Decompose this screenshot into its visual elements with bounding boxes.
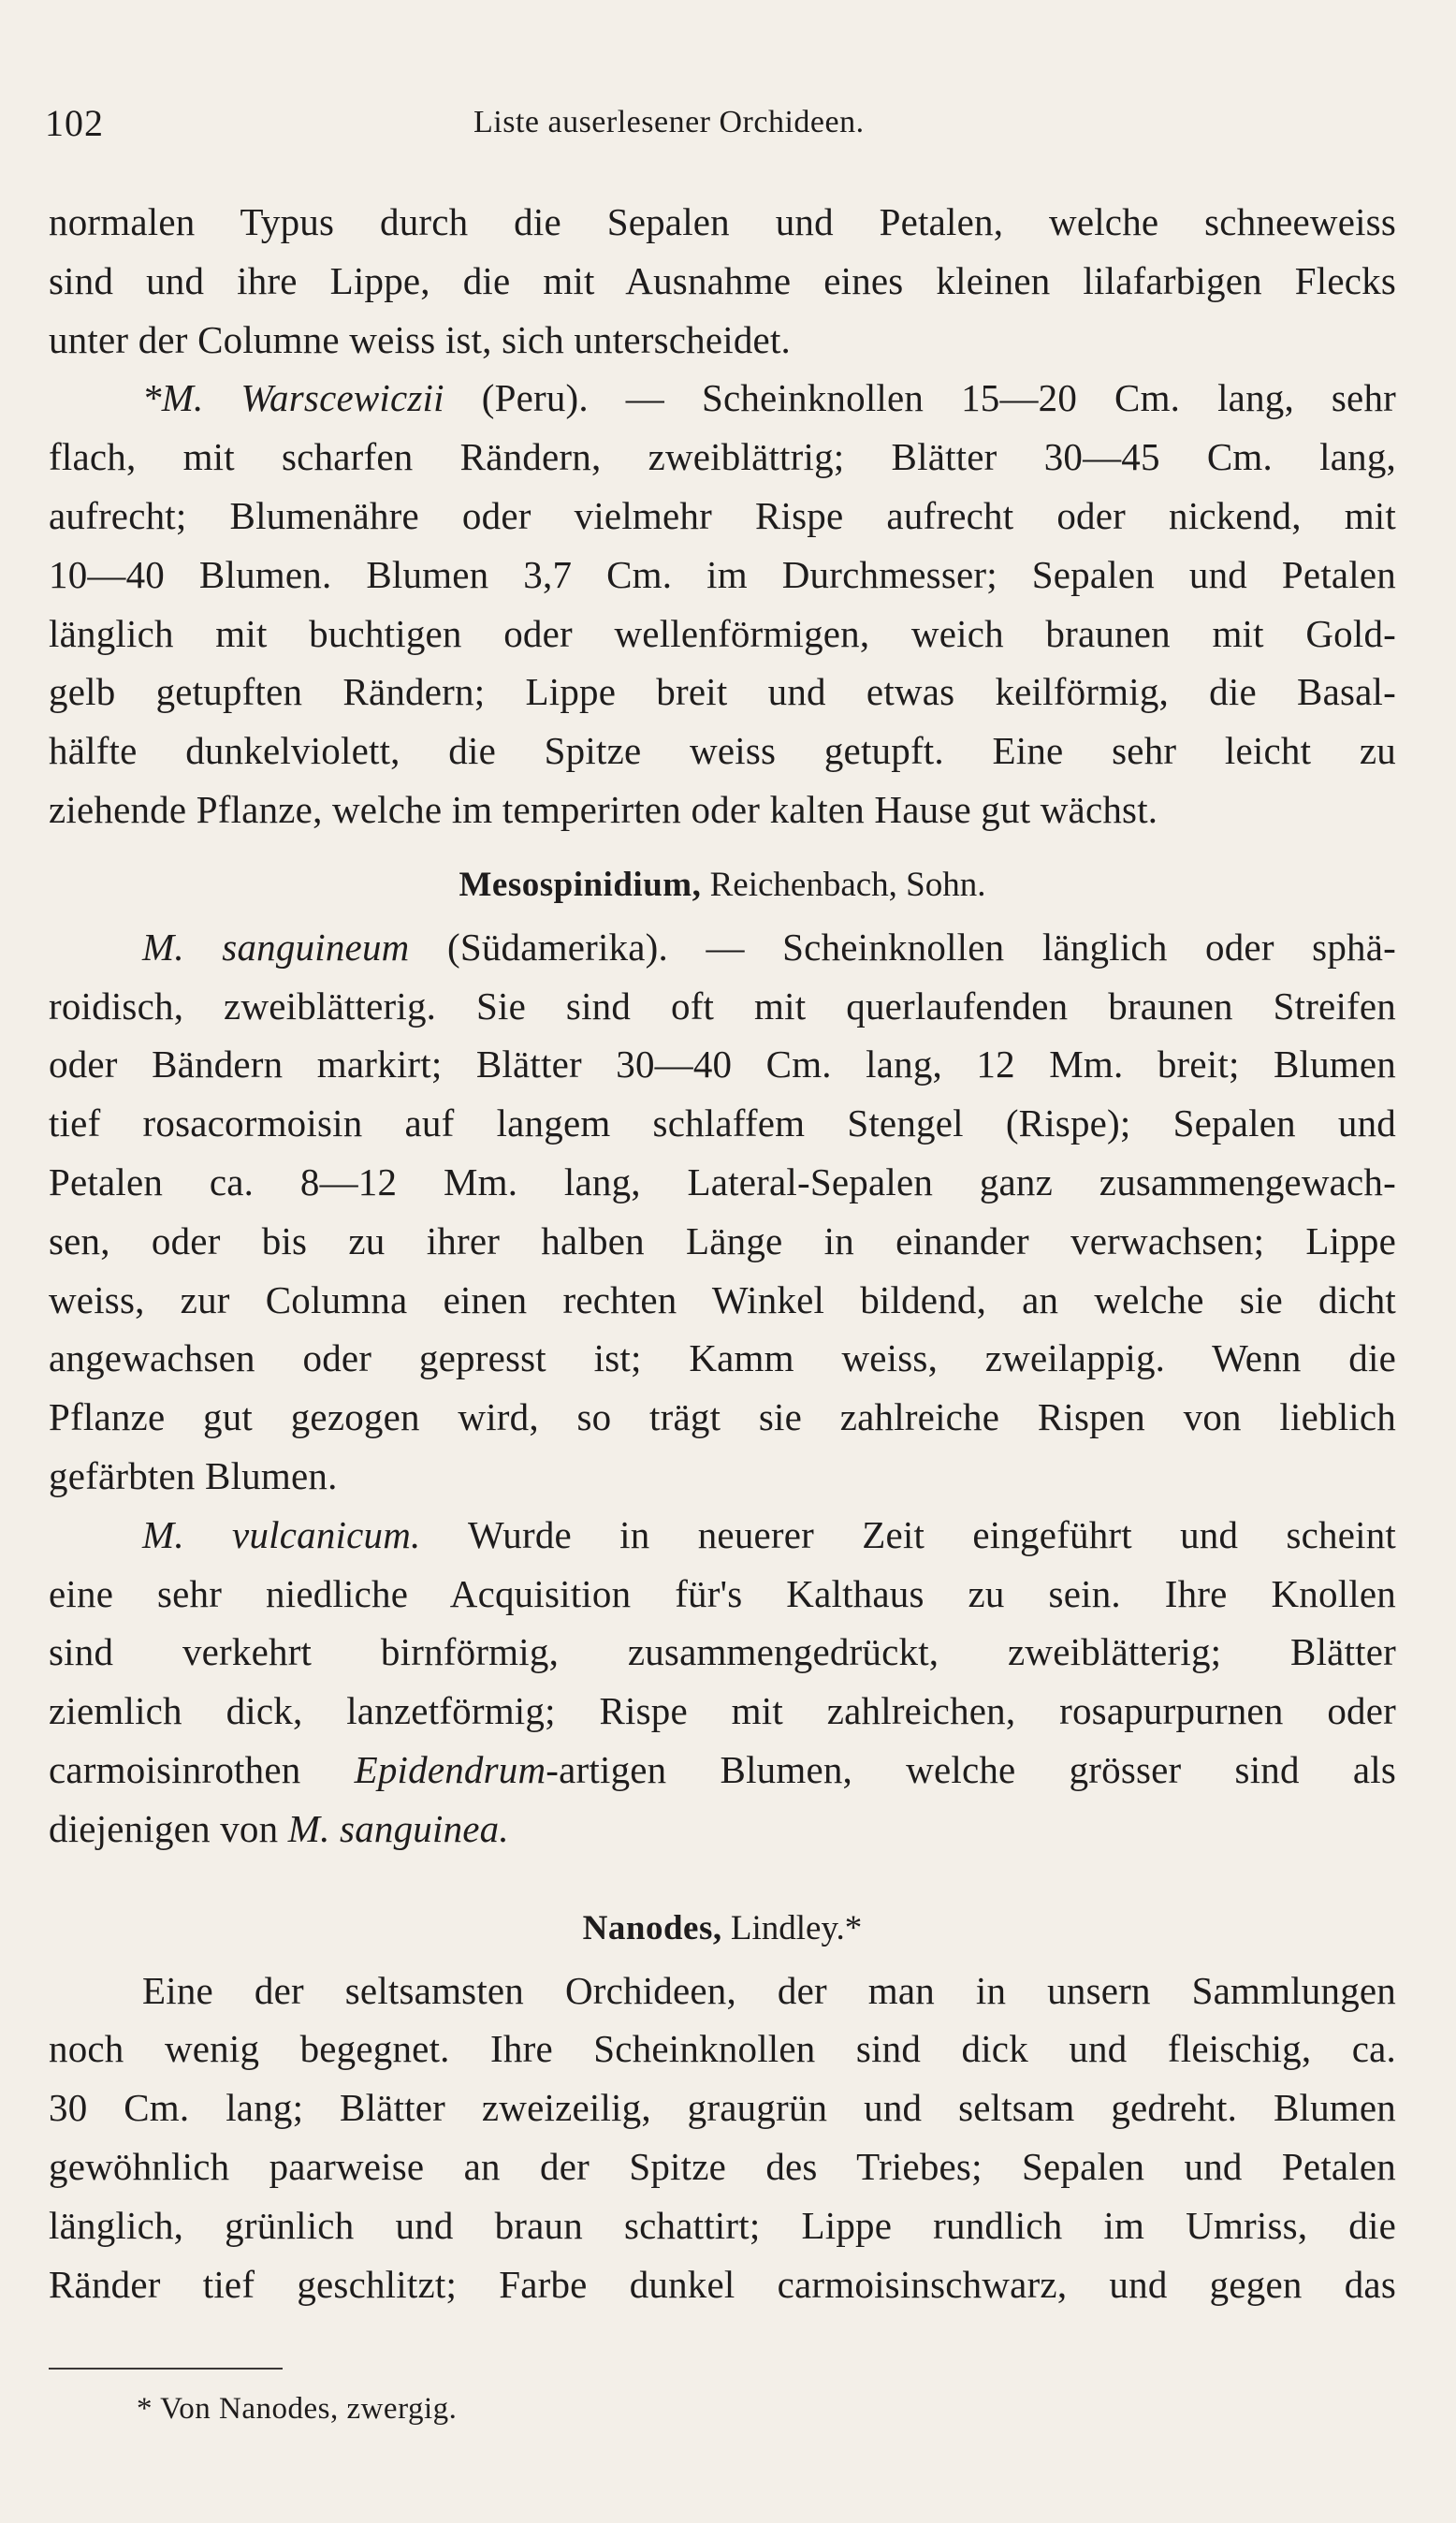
text-line: 30 Cm. lang; Blätter zweizeilig, graugrün und seltsam gedreht. Blumen (49, 2086, 1396, 2130)
genus-author: Reichenbach, Sohn. (701, 865, 986, 904)
genus-heading (49, 1896, 1396, 1962)
text-line: gelb getupften Rändern; Lippe breit und etwas keilförmig, die Basal- (49, 670, 1396, 714)
text-line: gewöhnlich paarweise an der Spitze des Triebes; Sepalen und Petalen (49, 2144, 1396, 2188)
text-line: ziehende Pflanze, welche im temperirten oder kalten Hause gut wächst. (49, 787, 1158, 831)
footnote: * Von Nanodes, zwergig. (137, 2392, 458, 2426)
text-line: sind und ihre Lippe, die mit Ausnahme eines kleinen lilafarbigen Flecks (49, 258, 1396, 302)
species-name: *M. Warscewiczii (142, 376, 444, 420)
species-entry-first-line (49, 369, 1396, 428)
text-line: Ränder tief geschlitzt; Farbe dunkel carmoisinschwarz, und gegen das (49, 2262, 1396, 2306)
footnote-rule (49, 2368, 283, 2370)
text-run: diejenigen von (49, 1806, 288, 1850)
text-line: tief rosacormoisin auf langem schlaffem Stengel (Rispe); Sepalen und (49, 1101, 1396, 1145)
text-line: sind verkehrt birnförmig, zusammengedrückt, zweiblätterig; Blätter (49, 1630, 1396, 1674)
text-line: ziemlich dick, lanzetförmig; Rispe mit zahlreichen, rosapurpurnen oder (49, 1689, 1396, 1733)
page-number: 102 (45, 102, 104, 144)
text-line: Petalen ca. 8—12 Mm. lang, Lateral-Sepalen ganz zusammengewach- (49, 1159, 1396, 1203)
text-line: eine sehr niedliche Acquisition für's Kalthaus zu sein. Ihre Knollen (49, 1571, 1396, 1615)
text-line: unter der Columne weiss ist, sich unterscheidet. (49, 317, 791, 361)
text-line: Eine der seltsamsten Orchideen, der man in unsern Sammlungen (142, 1968, 1396, 2012)
text-line: länglich, grünlich und braun schattirt; Lippe rundlich im Umriss, die (49, 2203, 1396, 2247)
species-name: M. sanguineum (142, 925, 410, 969)
species-entry-first-line (49, 918, 1396, 977)
text-run: Wurde in neuerer Zeit eingeführt und scheint (420, 1512, 1396, 1556)
genus-heading (49, 853, 1396, 918)
spacer (49, 839, 1396, 853)
genus-name: Mesospinidium, (459, 865, 702, 904)
text-line: länglich mit buchtigen oder wellenförmigen, weich braunen mit Gold- (49, 611, 1396, 655)
running-title: Liste auserlesener Orchideen. (473, 105, 865, 139)
genus-reference: Epidendrum (354, 1747, 546, 1791)
text-line (49, 1741, 1396, 1800)
text-line: weiss, zur Columna einen rechten Winkel bildend, an welche sie dicht (49, 1277, 1396, 1321)
text-line: angewachsen oder gepresst ist; Kamm weiss, zweilappig. Wenn die (49, 1336, 1396, 1380)
text-run: (Peru). — Scheinknollen 15—20 Cm. lang, sehr (444, 376, 1396, 420)
text-line: roidisch, zweiblätterig. Sie sind oft mit querlaufenden braunen Streifen (49, 984, 1396, 1028)
text-line: noch wenig begegnet. Ihre Scheinknollen sind dick und fleischig, ca. (49, 2027, 1396, 2071)
body-text (49, 193, 1396, 2313)
text-run: (Südamerika). — Scheinknollen länglich oder sphä- (409, 925, 1396, 969)
genus-name: Nanodes, (582, 1908, 722, 1947)
text-line: sen, oder bis zu ihrer halben Länge in einander verwachsen; Lippe (49, 1218, 1396, 1262)
text-line: flach, mit scharfen Rändern, zweiblättrig; Blätter 30—45 Cm. lang, (49, 435, 1396, 479)
text-line: 10—40 Blumen. Blumen 3,7 Cm. im Durchmesser; Sepalen und Petalen (49, 552, 1396, 596)
species-reference: M. sanguinea. (287, 1806, 509, 1850)
text-line: oder Bändern markirt; Blätter 30—40 Cm. lang, 12 Mm. breit; Blumen (49, 1043, 1396, 1086)
text-line: aufrecht; Blumenähre oder vielmehr Rispe aufrecht oder nickend, mit (49, 493, 1396, 537)
species-entry-first-line (49, 1506, 1396, 1565)
spacer (49, 1859, 1396, 1896)
text-line (49, 1800, 1396, 1859)
text-run: -artigen Blumen, welche grösser sind als (546, 1747, 1396, 1791)
genus-author: Lindley.* (721, 1908, 863, 1947)
species-name: M. vulcanicum. (142, 1512, 421, 1556)
text-line: gefärbten Blumen. (49, 1453, 338, 1497)
text-line: normalen Typus durch die Sepalen und Petalen, welche schneeweiss (49, 200, 1396, 243)
text-line: Pflanze gut gezogen wird, so trägt sie zahlreiche Rispen von lieblich (49, 1395, 1396, 1439)
text-run: carmoisinrothen (49, 1747, 355, 1791)
text-line: hälfte dunkelviolett, die Spitze weiss getupft. Eine sehr leicht zu (49, 729, 1396, 773)
running-head (0, 101, 1456, 157)
